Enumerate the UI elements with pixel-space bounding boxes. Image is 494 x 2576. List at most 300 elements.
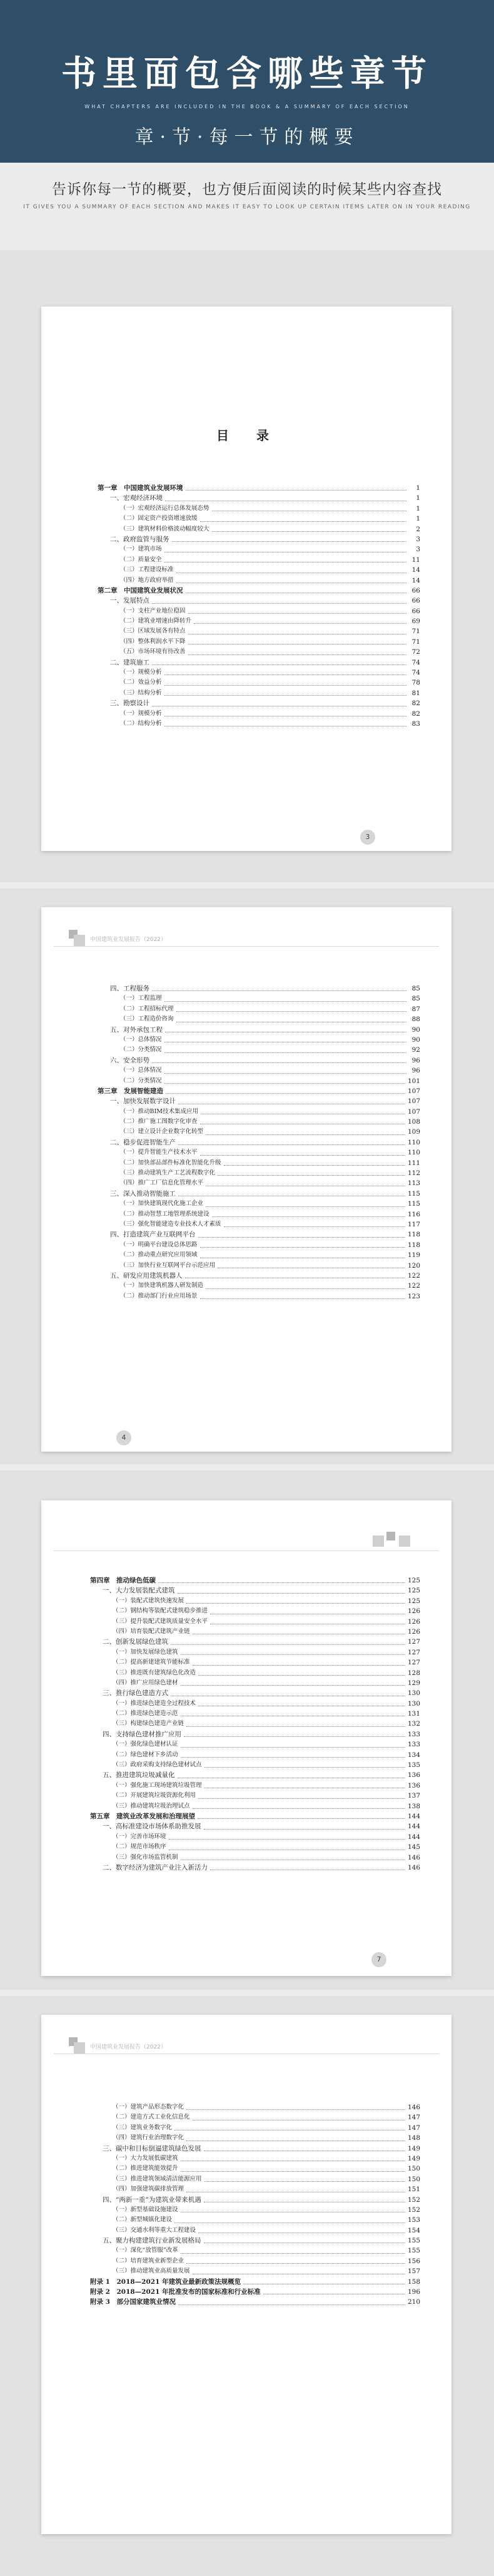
dot-leader [174,2129,405,2131]
dot-leader [181,2253,405,2254]
toc-entry-page: 157 [407,2268,420,2276]
toc-entry-page: 144 [407,1833,420,1841]
toc-entry-page: 155 [407,2247,420,2255]
toc-entry-page: 96 [411,1067,420,1075]
toc-entry-title: （一）明确平台建设总体思路 [120,1241,198,1248]
toc-page-3 [41,1500,451,1976]
toc-entry-title: （二）分类情况 [120,1046,162,1054]
toc-entry-title: 三、碳中和目标倒逼建筑绿色发展 [103,2144,201,2152]
toc-entry [90,2226,420,2236]
toc-list [90,2102,420,2308]
toc-entry-page: 1 [416,484,420,492]
toc-entry-page: 133 [407,1730,420,1738]
toc-entry-title: （三）交通水利等重大工程建设 [113,2226,196,2234]
toc-entry-page: 152 [407,2206,420,2214]
toc-entry-title: （三）强化智能建造专业技术人才素质 [120,1220,221,1228]
corner-square-decoration [399,1535,410,1547]
toc-entry [98,1229,420,1240]
toc-page-1 [41,307,451,851]
dot-leader [206,1134,405,1135]
dot-leader [212,531,406,532]
dot-leader [178,1195,405,1196]
dot-leader [164,561,406,563]
toc-entry-page: 122 [407,1271,420,1280]
dot-leader [164,1000,406,1002]
toc-entry-title: （三）推动建筑垃圾治理试点 [113,1802,190,1810]
dot-leader [198,1818,405,1819]
dot-leader [193,1633,405,1634]
toc-entry [90,2164,420,2174]
toc-entry-title: （一）推动BIM技术集成应用 [120,1107,198,1115]
toc-entry-title: 第四章 推动绿色低碳 [90,1576,156,1584]
toc-entry-page: 125 [407,1587,420,1595]
dot-leader [186,592,407,593]
toc-entry-title: （二）推广施工图数字化审查 [120,1118,198,1126]
toc-entry [98,534,420,544]
toc-entry [98,1148,420,1158]
toc-entry-title: （二）开展建筑垃圾资源化利用 [113,1792,196,1800]
dot-leader [181,1746,405,1748]
toc-entry-title: （一）提升智能生产技术水平 [120,1149,198,1156]
toc-entry-title: 五、推进建筑垃圾减量化 [103,1771,175,1779]
toc-entry-page: 127 [407,1659,420,1667]
dot-leader [164,1052,406,1053]
toc-entry-title: （三）提升装配式建筑质量安全水平 [113,1617,208,1625]
dot-leader [210,1869,405,1870]
page-number: 3 [360,830,375,845]
toc-entry [98,1189,420,1199]
toc-entry [98,1066,420,1076]
toc-entry-title: （一）总体情况 [120,1067,162,1074]
corner-square-decoration [74,2042,85,2054]
dot-leader [188,654,406,655]
toc-entry-title: （一）强化绿色建材认证 [113,1741,178,1748]
toc-entry [98,688,420,698]
header-rule [54,1550,439,1551]
toc-entry [98,984,420,994]
toc-entry-title: 一、高标准建设市场体系助推发展 [103,1823,201,1831]
toc-entry-page: 108 [407,1118,420,1126]
toc-entry-title: （一）总体情况 [120,1036,162,1043]
toc-entry-title: （二）加快部品部件标准化智能化升级 [120,1159,221,1166]
toc-entry [98,1209,420,1219]
dot-leader [165,1031,406,1032]
toc-entry-page: 81 [411,689,420,697]
dot-leader [164,1041,406,1042]
toc-entry-page: 122 [407,1282,420,1290]
toc-entry-title: （三）强化市场监管机制 [113,1853,178,1861]
dot-leader [178,2304,405,2305]
dot-leader [181,1684,405,1686]
toc-entry-title: （三）建筑材料价格波动幅度较大 [120,525,209,532]
toc-entry-page: 107 [407,1107,420,1116]
toc-entry-title: 五、对外承包工程 [110,1026,163,1034]
toc-entry-title: （二）提高新建建筑节能标准 [113,1659,190,1666]
toc-entry-page: 78 [411,679,420,687]
toc-entry-page: 125 [407,1576,420,1584]
dot-leader [169,1849,405,1850]
toc-entry-title: （四）加强建筑碳排放管理 [113,2186,184,2193]
toc-entry-page: 85 [411,984,420,992]
toc-entry [98,719,420,729]
toc-entry-title: （二）效益分析 [120,679,162,686]
toc-entry-title: （二）规范市场秩序 [113,1843,166,1851]
toc-entry-page: 117 [407,1220,420,1228]
toc-entry [98,1219,420,1229]
toc-entry-page: 96 [411,1056,420,1064]
toc-entry-title: （四）推广应用绿色建材 [113,1679,178,1686]
toc-entry-page: 90 [411,1036,420,1044]
dot-leader [188,613,406,614]
toc-entry-title: （一）建筑市场 [120,546,162,553]
toc-entry-page: 155 [407,2237,420,2245]
toc-entry-page: 2 [416,525,420,533]
intro-english: IT GIVES YOU A SUMMARY OF EACH SECTION AND MAKES IT EASY TO LOOK UP CERTAIN ITEMS LATER ON IN YOUR READING [23,204,471,210]
toc-entry [90,1678,420,1688]
toc-entry-title: （一）规模分析 [120,710,162,717]
toc-entry [90,1750,420,1760]
toc-entry-page: 72 [411,648,420,656]
toc-entry [98,668,420,678]
toc-entry [98,524,420,534]
dot-leader [198,1705,405,1706]
dot-leader [263,2293,405,2294]
toc-entry [90,1719,420,1729]
toc-entry-title: （二）工程招标代理 [120,1005,174,1012]
toc-entry-title: （二）推进绿色建造示范 [113,1710,178,1718]
dot-leader [186,489,407,491]
toc-entry-page: 3 [416,535,420,543]
toc-entry-title: （二）绿色建材下乡活动 [113,1751,178,1758]
toc-entry-page: 107 [407,1087,420,1095]
toc-entry-title: （一）推进绿色建造全过程技术 [113,1699,196,1707]
toc-entry-page: 144 [407,1812,420,1820]
toc-entry [98,678,420,688]
dot-leader [164,685,406,686]
toc-list [98,483,420,729]
dot-leader [152,664,406,665]
toc-entry-page: 118 [407,1231,420,1239]
dot-leader [178,1144,405,1145]
toc-entry-page: 138 [407,1802,420,1810]
dot-leader [165,500,406,501]
dot-leader [193,1664,405,1666]
toc-entry-title: 二、政府监管与服务 [110,535,169,543]
toc-entry-title: 一、加快发展数字设计 [110,1097,176,1106]
corner-square-decoration [74,935,85,946]
toc-entry-title: 一、大力发展装配式建筑 [103,1587,175,1595]
toc-entry [98,1107,420,1117]
toc-entry [90,2123,420,2133]
toc-entry-page: 130 [407,1699,420,1708]
toc-entry-title: （一）加快发展绿色建筑 [113,1648,178,1656]
dot-leader [176,1021,406,1022]
page-panel-4 [0,1996,494,2576]
dot-leader [188,643,406,644]
dot-leader [204,2181,405,2182]
toc-entry [90,2287,420,2297]
toc-entry-page: 118 [407,1241,420,1249]
toc-entry-page: 128 [407,1669,420,1677]
dot-leader [198,2232,405,2233]
toc-entry-page: 126 [407,1607,420,1616]
toc-entry-page: 82 [411,710,420,718]
toc-entry-page: 1 [416,515,420,523]
dot-leader [164,674,406,675]
dot-leader [178,1592,405,1594]
toc-entry-title: 五、研发应用建筑机器人 [110,1271,183,1280]
dot-leader [186,2109,405,2110]
dot-leader [181,1715,405,1716]
toc-entry-page: 129 [407,1679,420,1687]
toc-entry [98,586,420,596]
toc-entry-page: 146 [407,1853,420,1861]
toc-entry-page: 196 [407,2288,420,2296]
toc-entry [98,1271,420,1281]
toc-entry-title: （三）推进既有建筑绿色化改造 [113,1669,196,1676]
toc-entry-page: 11 [411,556,420,564]
dot-leader [224,1164,405,1166]
toc-entry-page: 125 [407,1597,420,1605]
toc-entry [98,698,420,708]
toc-entry-page: 14 [411,576,420,584]
toc-entry [90,2154,420,2164]
dot-leader [212,1216,405,1217]
dot-leader [158,1582,405,1583]
toc-entry [90,1657,420,1667]
toc-entry [98,1127,420,1137]
toc-entry-page: 149 [407,2154,420,2162]
toc-entry [90,1617,420,1627]
toc-entry-page: 134 [407,1751,420,1759]
dot-leader [243,2283,405,2284]
toc-entry [98,647,420,657]
toc-entry-page: 71 [411,628,420,636]
dot-leader [164,715,406,716]
dot-leader [210,1623,405,1624]
toc-entry-title: （一）深化“放管服”改革 [113,2247,178,2254]
toc-entry-title: （一）支柱产业地位稳固 [120,607,186,614]
toc-entry-title: （一）完善市场环境 [113,1833,166,1840]
dot-leader [152,1062,406,1063]
toc-entry [98,565,420,575]
toc-entry [90,2102,420,2112]
toc-entry [90,2133,420,2143]
dot-leader [193,1808,405,1809]
toc-entry-title: 附录 3 部分国家建筑业情况 [90,2298,176,2306]
toc-entry-title: （二）建筑业增速由降转升 [120,618,192,625]
running-head: 中国建筑业发展报告（2022） [90,937,166,943]
dot-leader [206,1206,405,1207]
dot-leader [181,2171,405,2172]
toc-entry [90,1821,420,1831]
toc-entry [90,2236,420,2246]
toc-entry [90,2144,420,2154]
toc-entry-title: （三）结构分析 [120,689,162,696]
toc-entry-page: 210 [407,2298,420,2306]
toc-entry-page: 66 [411,586,420,594]
toc-entry [98,1014,420,1024]
dot-leader [152,603,406,604]
toc-entry [90,1760,420,1770]
toc-entry-title: （四）整体利润水平下降 [120,638,186,645]
toc-entry-title: 附录 1 2018—2021 年建筑业最新政策法规概览 [90,2278,241,2286]
dot-leader [181,2160,405,2161]
toc-entry [98,1168,420,1178]
toc-entry-title: （一）强化施工现场建筑垃圾管理 [113,1781,202,1789]
toc-entry [98,1004,420,1014]
toc-entry [98,1035,420,1045]
dot-leader [164,1082,405,1084]
toc-entry [98,1045,420,1055]
toc-entry-page: 133 [407,1741,420,1749]
toc-entry-title: 四、支持绿色建材推广应用 [103,1730,181,1738]
toc-entry-title: 附录 2 2018—2021 年批准发布的国家标准和行业标准 [90,2288,261,2296]
toc-entry [90,2246,420,2256]
toc-entry [90,1637,420,1647]
toc-entry-page: 111 [407,1159,420,1167]
toc-entry-page: 136 [407,1771,420,1779]
toc-entry-title: （三）建筑业务数字化 [113,2124,173,2131]
toc-entry-page: 101 [407,1077,420,1085]
toc-entry-title: （三）推动建筑生产工艺流程数字化 [120,1169,216,1177]
dot-leader [186,2263,405,2264]
toc-entry [90,1647,420,1657]
toc-entry [90,1863,420,1873]
toc-entry-title: 二、稳步促进智能生产 [110,1138,176,1146]
toc-entry-title: （四）推广工厂信息化管理水平 [120,1179,204,1187]
toc-entry [90,1709,420,1719]
toc-entry-page: 150 [407,2175,420,2183]
dot-leader [176,572,406,573]
toc-entry-page: 126 [407,1627,420,1636]
toc-entry-page: 90 [411,1026,420,1034]
toc-entry-title: 三、推行绿色建造方式 [103,1689,168,1698]
toc-entry-page: 66 [411,597,420,605]
dot-leader [152,705,406,706]
toc-entry [98,1261,420,1271]
dot-leader [172,541,407,542]
toc-entry [90,1842,420,1852]
toc-entry-title: （三）工程建设标准 [120,566,174,574]
dot-leader [186,1726,405,1727]
toc-entry [98,504,420,514]
dot-leader [200,1246,405,1248]
toc-entry-page: 110 [407,1149,420,1157]
toc-entry-title: （三）建立设计企业数字化转型 [120,1128,204,1136]
toc-entry-title: 第二章 中国建筑业发展状况 [98,586,183,594]
toc-entry-page: 119 [407,1251,420,1260]
dot-leader [181,2211,405,2212]
page-panel-1 [0,250,494,882]
toc-entry [90,2112,420,2122]
toc-entry [98,1281,420,1291]
toc-entry-page: 146 [407,2103,420,2111]
banner [0,0,494,163]
dot-leader [200,1298,405,1299]
toc-entry-page: 83 [411,720,420,728]
banner-title: 书里面包含哪些章节 [61,53,433,94]
toc-entry [90,1832,420,1842]
toc-entry-page: 146 [407,1863,420,1871]
intro-text: 告诉你每一节的概要，也方便后面阅读的时候某些内容查找 [52,181,442,198]
toc-entry-page: 137 [407,1792,420,1800]
dot-leader [204,2201,405,2202]
toc-entry-page: 116 [407,1210,420,1218]
toc-entry [98,1086,420,1096]
toc-entry-page: 69 [411,618,420,626]
dot-leader [193,2119,405,2120]
toc-entry-title: （三）区域发展各有特点 [120,628,186,635]
toc-entry-title: （一）大力发展低碳建筑 [113,2154,178,2162]
toc-entry-page: 74 [411,669,420,677]
toc-entry [90,1586,420,1596]
toc-entry-page: 120 [407,1261,420,1270]
toc-entry-title: （三）政府采购支持绿色建材试点 [113,1761,202,1769]
toc-entry-page: 150 [407,2165,420,2173]
dot-leader [204,1828,405,1830]
toc-page-4 [41,2015,451,2534]
toc-entry-title: （二）推动重点研究应用领域 [120,1251,198,1259]
dot-leader [186,1602,405,1604]
toc-entry-title: （二）结构分析 [120,720,162,727]
dot-leader [201,1113,405,1114]
dot-leader [185,1277,405,1278]
dot-leader [174,2222,405,2223]
toc-entry-page: 1 [416,494,420,502]
dot-leader [188,633,406,634]
toc-entry [98,1025,420,1035]
dot-leader [204,1787,405,1788]
toc-entry [98,637,420,647]
toc-entry [90,1770,420,1780]
toc-entry-title: 第三章 发展智能建造 [98,1087,163,1095]
toc-entry-page: 152 [407,2196,420,2204]
dot-leader [193,2273,405,2274]
toc-entry [98,544,420,554]
toc-entry [98,626,420,636]
toc-entry-title: （二）质量安全 [120,556,162,563]
dot-leader [178,1103,405,1104]
dot-leader [164,695,406,696]
toc-entry-title: （三）加快行业互联网平台示范应用 [120,1261,216,1269]
toc-entry-title: （二）培育建筑业新型企业 [113,2257,184,2264]
dot-leader [152,990,406,991]
dot-leader [212,510,406,511]
toc-entry-page: 74 [411,658,420,666]
toc-entry [98,1199,420,1209]
toc-entry-page: 115 [407,1189,420,1198]
toc-entry [98,1138,420,1148]
toc-entry [90,1739,420,1749]
dot-leader [164,1072,406,1074]
toc-page-2 [41,907,451,1452]
dot-leader [198,1798,405,1799]
toc-entry-page: 147 [407,2114,420,2122]
toc-entry-title: （一）建筑产品形态数字化 [113,2103,184,2110]
toc-entry-title: （二）新型城镇化建设 [113,2216,173,2224]
toc-entry [90,2195,420,2205]
dot-leader [176,1011,406,1012]
dot-leader [186,2140,405,2141]
page-panel-3 [0,1470,494,1990]
toc-entry-page: 151 [407,2186,420,2194]
banner-english: WHAT CHAPTERS ARE INCLUDED IN THE BOOK & A SUMMARY OF EACH SECTION [84,104,410,109]
toc-entry-page: 132 [407,1720,420,1728]
toc-entry-title: 第五章 建筑业改革发展和治理展望 [90,1812,195,1820]
toc-entry-page: 148 [407,2134,420,2142]
toc-entry-title: 一、宏观经济环境 [110,494,163,502]
